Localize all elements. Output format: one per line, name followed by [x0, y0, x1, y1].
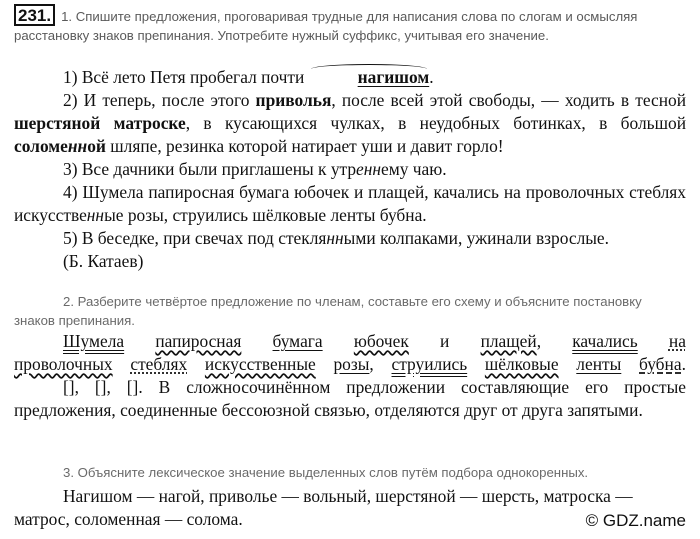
sentences-block: [14, 66, 686, 273]
object: бубна: [639, 354, 682, 374]
parsed-sentence-block: [14, 330, 686, 422]
subject: бумага: [272, 331, 323, 351]
sentence-5: [14, 227, 686, 250]
sentence-1-text: 1) Всё лето Петя пробегал почти: [63, 67, 309, 87]
predicate: качались: [572, 331, 638, 351]
sentence-3-text-a: 3) Все дачники были приглашены к утр: [63, 159, 357, 179]
exercise-task-1: [14, 4, 686, 45]
author: (Б. Катаев): [63, 251, 144, 271]
subject: розы: [333, 354, 370, 374]
task-2-text: 2. Разберите четвёртое предложение по членам, составьте его схему и объясните постановку знаков препинания.: [14, 294, 642, 328]
sentence-4: [14, 181, 686, 227]
word-ending: ой: [87, 136, 106, 156]
task-3-text: 3. Объясните лексическое значение выделенных слов путём подбора однокоренных.: [63, 465, 589, 480]
attribute: искусственные: [204, 354, 316, 374]
adverbial: стеблях: [130, 354, 188, 374]
sentence-2-text-a: 2) И теперь, после этого: [63, 90, 256, 110]
sentence-2-text-b: , после всей этой свободы, — ходить в тесной: [331, 90, 687, 110]
sentence-5-text-b: ыми колпаками, ужинали взрослые.: [343, 228, 609, 248]
attribute: шёлковые: [484, 354, 559, 374]
watermark-credit: © GDZ.name: [585, 511, 686, 530]
task-1-text: 1. Спишите предложения, проговаривая трудные для написания слова по слогам и осмысляя расстановку знаков препинания. Употребите нужный суффикс, учитывая его значение.: [14, 9, 638, 43]
attribute: папиросная: [155, 331, 242, 351]
sentence-1-end: .: [429, 67, 434, 87]
comma: ,: [536, 331, 542, 351]
adverbial: на: [668, 331, 686, 351]
word-part: соломе: [14, 136, 68, 156]
attribute: проволочных: [14, 354, 113, 374]
sentence-5-suffix: нн: [326, 228, 344, 248]
scheme-explanation: [14, 376, 686, 422]
parsed-sentence: [14, 330, 686, 353]
comma: ,: [369, 354, 374, 374]
predicate: струились: [391, 354, 468, 374]
attribute: юбочек: [353, 331, 409, 351]
sentence-5-text-a: 5) В беседке, при свечах под стекля: [63, 228, 327, 248]
explanation-text: [], [], []. В сложносочинённом предложении составляющие его простые предложения, соединенные бессоюзной связью, отделяются друг от друга запятыми.: [14, 377, 686, 420]
attribute: плащей: [480, 331, 537, 351]
exercise-number: 231.: [14, 4, 55, 26]
sentence-4-text-a: 4) Шумела папиросная бумага юбочек и плащей, качались на проволочных стеблях искусстве: [14, 182, 686, 225]
highlighted-word-privolya: приволья: [255, 90, 332, 110]
vocabulary-text: Нагишом — нагой, приволье — вольный, шерстяной — шерсть, матроска — матрос, соломенная — солома.: [14, 486, 633, 529]
exercise-task-3: [14, 463, 686, 482]
subject: ленты: [576, 354, 622, 374]
sentence-2-text-c: , в кусающихся чулках, в неудобных ботинках, в большой: [185, 113, 686, 133]
exercise-task-2: [14, 292, 686, 330]
highlighted-word-nagishom: нагишом: [309, 66, 430, 89]
sentence-3-suffix: енн: [356, 159, 382, 179]
sentence-3: [14, 158, 686, 181]
sentence-1: [14, 66, 686, 89]
word-suffix: нн: [67, 136, 88, 156]
sentence-2: [14, 89, 686, 158]
sentence-4-text-b: ые розы, струились шёлковые ленты бубна.: [104, 205, 427, 225]
sentence-4-suffix: нн: [86, 205, 105, 225]
author-line: [14, 250, 686, 273]
period: .: [681, 354, 686, 374]
conjunction: и: [440, 331, 450, 351]
sentence-2-text-d: шляпе, резинка которой натирает уши и давит горло!: [105, 136, 504, 156]
highlighted-word-solomennoy: [14, 136, 106, 156]
sentence-3-text-b: ему чаю.: [381, 159, 447, 179]
parsed-sentence-continued: [14, 353, 686, 376]
predicate: Шумела: [63, 331, 125, 351]
highlighted-word-sherstyanoy: шерстяной матроске: [14, 113, 186, 133]
